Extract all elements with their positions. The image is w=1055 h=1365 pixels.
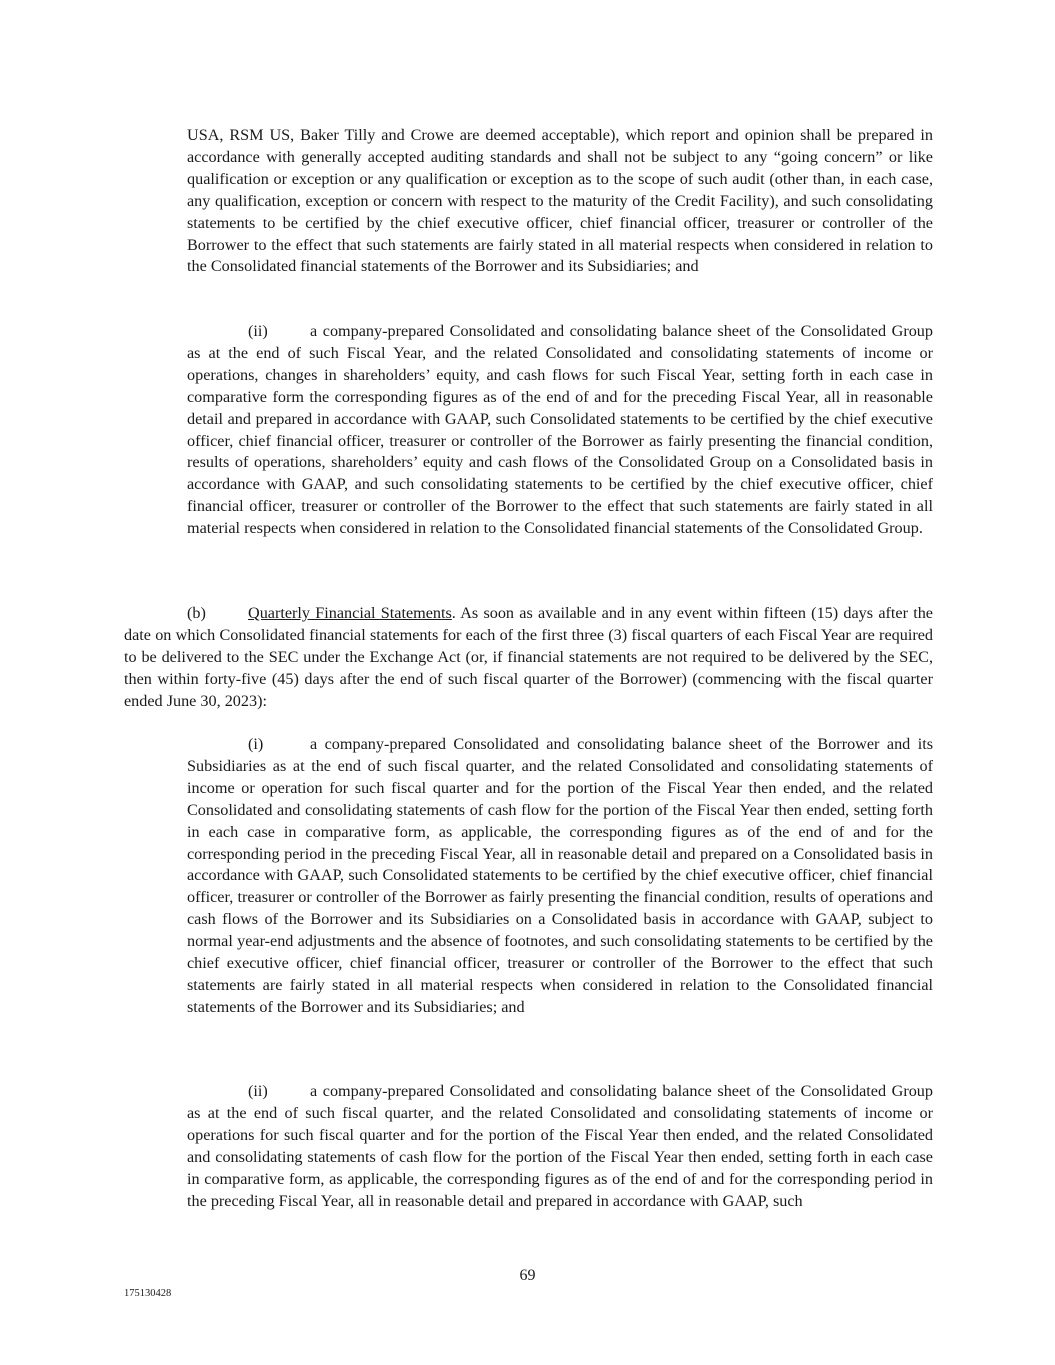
quarterly-clause-i bbox=[187, 734, 933, 1019]
quarterly-clause-i-text: a company-prepared Consolidated and consolidating balance sheet of the Borrower and its Subsidiaries as at the end of such fiscal quarter, and the related Consolidated and consolidating statements of income or operation for such fiscal quarter and for the portion of the Fiscal Year then ended, and the related Consolidated and consolidating statements of cash flow for the portion of the Fiscal Year then ended, setting forth in each case in comparative form, as applicable, the corresponding figures as of the end of and for the corresponding period in the preceding Fiscal Year, all in reasonable detail and prepared on a Consolidated basis in accordance with GAAP, such Consolidated statements to be certified by the chief executive officer, chief financial officer, treasurer or controller of the Borrower as fairly presenting the financial condition, results of operations and cash flows of the Borrower and its Subsidiaries on a Consolidated basis in accordance with GAAP, subject to normal year-end adjustments and the absence of footnotes, and such consolidating statements to be certified by the chief executive officer, chief financial officer, treasurer or controller of the Borrower to the effect that such statements are fairly stated in all material respects when considered in relation to the Consolidated financial statements of the Borrower and its Subsidiaries; and bbox=[187, 735, 933, 1016]
document-id: 175130428 bbox=[124, 1288, 172, 1299]
annual-clause-ii-label: (ii) bbox=[248, 322, 268, 340]
section-b-heading: Quarterly Financial Statements bbox=[248, 604, 452, 622]
quarterly-clause-ii bbox=[187, 1081, 933, 1212]
continuation-text: USA, RSM US, Baker Tilly and Crowe are deemed acceptable), which report and opinion shall be prepared in accordance with generally accepted auditing standards and shall not be subject to any “going concern” or like qualification or exception or any qualification or exception as to the scope of such audit (other than, in each case, any qualification, exception or concern with respect to the maturity of the Credit Facility), and such consolidating statements to be certified by the chief executive officer, chief financial officer, treasurer or controller of the Borrower to the effect that such statements are fairly stated in all material respects when considered in relation to the Consolidated financial statements of the Borrower and its Subsidiaries; and bbox=[187, 126, 933, 276]
section-b-text: . As soon as available and in any event within fifteen (15) days after the date on which Consolidated financial statements for each of the first three (3) fiscal quarters of each Fiscal Year are required to be delivered to the SEC under the Exchange Act (or, if financial statements are not required to be delivered by the SEC, then within forty-five (45) days after the end of such fiscal quarter of the Borrower) (commencing with the fiscal quarter ended June 30, 2023): bbox=[124, 604, 933, 710]
continuation-paragraph bbox=[187, 125, 933, 278]
page-number: 69 bbox=[519, 1267, 536, 1284]
quarterly-clause-ii-text: a company-prepared Consolidated and consolidating balance sheet of the Consolidated Group as at the end of such fiscal quarter, and the related Consolidated and consolidating statements of income or operations for such fiscal quarter and for the portion of the Fiscal Year then ended, and the related Consolidated and consolidating statements of cash flow for the portion of the Fiscal Year then ended, setting forth in each case in comparative form, as applicable, the corresponding figures as of the end of and for the corresponding period in the preceding Fiscal Year, all in reasonable detail and prepared in accordance with GAAP, such bbox=[187, 1082, 933, 1210]
section-b-label: (b) bbox=[187, 604, 206, 622]
annual-clause-ii-text: a company-prepared Consolidated and consolidating balance sheet of the Consolidated Group as at the end of such Fiscal Year, and the related Consolidated and consolidating statements of income or operations, changes in shareholders’ equity, and cash flows for such Fiscal Year, setting forth in each case in comparative form the corresponding figures as of the end of and for the preceding Fiscal Year, all in reasonable detail and prepared in accordance with GAAP, such Consolidated statements to be certified by the chief executive officer, chief financial officer, treasurer or controller of the Borrower as fairly presenting the financial condition, results of operations, shareholders’ equity and cash flows of the Consolidated Group on a Consolidated basis in accordance with GAAP, and such consolidating statements to be certified by the chief executive officer, chief financial officer, treasurer or controller of the Borrower to the effect that such statements are fairly stated in all material respects when considered in relation to the Consolidated financial statements of the Consolidated Group. bbox=[187, 322, 933, 538]
section-b-paragraph bbox=[124, 603, 933, 713]
quarterly-clause-ii-label: (ii) bbox=[248, 1082, 268, 1100]
quarterly-clause-i-label: (i) bbox=[248, 735, 264, 753]
annual-clause-ii bbox=[187, 321, 933, 540]
